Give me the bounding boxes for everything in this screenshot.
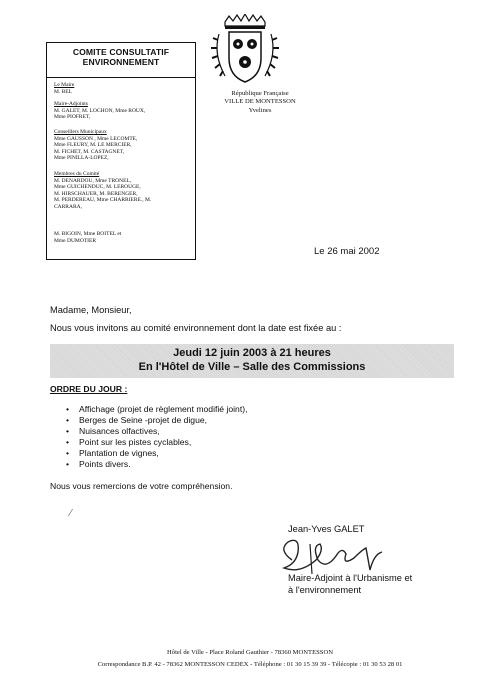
agenda-title: ORDRE DU JOUR :	[50, 384, 128, 394]
section-line: Mme PINILLA-LOPEZ,	[54, 155, 109, 162]
section-heading: Le Maire	[54, 82, 75, 88]
bullet-icon: •	[66, 459, 70, 469]
letter-date: Le 26 mai 2002	[314, 246, 380, 257]
agenda-list	[66, 404, 247, 470]
agenda-item-text: Points divers.	[79, 459, 131, 469]
committee-box	[46, 42, 196, 260]
section-line: Mme DUMOTIER	[54, 237, 97, 244]
section-line: Mme GUICHENDUC, M. LEROUGE,	[54, 184, 141, 191]
section-line: M. HIRSCHAUER, M. BERENGER,	[54, 190, 138, 197]
closing-thanks: Nous vous remercions de votre compréhension.	[50, 481, 233, 491]
section-line: M. BIGOIN, Mme BOITEL et	[54, 231, 122, 237]
salutation: Madame, Monsieur,	[50, 305, 132, 315]
department-line: Yvelines	[248, 106, 272, 114]
coat-of-arms-icon	[205, 14, 285, 94]
committee-section-maire	[54, 82, 194, 95]
signer-role-line1: Maire-Adjoint à l'Urbanisme et	[288, 573, 413, 583]
committee-section-membres	[54, 171, 194, 211]
section-line: M. DENARDOU, Mme TRONEL,	[54, 177, 132, 184]
section-line: M. BEL	[54, 88, 73, 95]
section-line: Mme FLEURY, M. LE MERCIER,	[54, 142, 132, 149]
footer-contact: Correspondance B.P. 42 - 78362 MONTESSON CEDEX - Téléphone : 01 30 15 39 39 - Télécopie : 01 30 53 28 01	[97, 661, 403, 668]
bullet-icon: •	[66, 437, 70, 447]
city-line: VILLE DE MONTESSON	[224, 98, 296, 106]
section-line: M. GALET, M. LOCHON, Mme ROUX,	[54, 107, 146, 114]
signer-name: Jean-Yves GALET	[288, 524, 365, 534]
agenda-item-text: Berges de Seine -projet de digue,	[79, 415, 208, 425]
committee-title-line1: COMITE CONSULTATIF	[72, 47, 170, 57]
committee-section-conseillers	[54, 129, 194, 162]
agenda-item-text: Affichage (projet de règlement modifié joint),	[79, 404, 248, 414]
committee-section-others	[54, 231, 194, 244]
section-heading: Conseillers Municipaux	[54, 129, 107, 135]
agenda-item	[66, 448, 247, 459]
meeting-date: Jeudi 12 juin 2003 à 21 heures	[173, 347, 331, 359]
agenda-item	[66, 404, 247, 415]
agenda-item-text: Point sur les pistes cyclables,	[79, 437, 192, 447]
section-line: M. PERDEREAU, Mme CHARRIERE., M.	[54, 197, 152, 204]
section-line: M. FICHET, M. CASTAGNET,	[54, 148, 125, 155]
republic-line: République Française	[231, 90, 289, 97]
agenda-item	[66, 437, 247, 448]
section-line: Mme GAUSSON , Mme LECOMTE,	[54, 135, 138, 142]
municipality-header	[200, 90, 320, 115]
agenda-item	[66, 426, 247, 437]
section-heading: Membres du Comité	[54, 171, 100, 177]
bullet-icon: •	[66, 415, 70, 425]
meeting-location: En l'Hôtel de Ville – Salle des Commissions	[138, 361, 366, 373]
committee-title-line2: ENVIRONNEMENT	[82, 57, 160, 67]
signer-role-line2: à l'environnement	[288, 585, 362, 595]
bullet-icon: •	[66, 426, 70, 436]
bullet-icon: •	[66, 448, 70, 458]
pen-mark-icon: ⁄	[70, 508, 72, 519]
committee-title	[47, 47, 195, 67]
agenda-item	[66, 459, 247, 470]
section-line: Mme PIOFRET,	[54, 114, 91, 121]
agenda-item-text: Nuisances olfactives,	[79, 426, 160, 436]
bullet-icon: •	[66, 404, 70, 414]
agenda-item	[66, 415, 247, 426]
footer-address: Hôtel de Ville - Place Roland Gauthier - 78360 MONTESSON	[167, 649, 333, 656]
meeting-highlight	[50, 344, 454, 378]
agenda-item-text: Plantation de vignes,	[79, 448, 159, 458]
section-heading: Maire-Adjoints	[54, 101, 88, 107]
committee-divider	[47, 77, 195, 78]
invitation-text: Nous vous invitons au comité environnement dont la date est fixée au :	[50, 323, 342, 333]
section-line: CARRARA,	[54, 203, 82, 210]
committee-section-maire-adjoints	[54, 101, 194, 121]
